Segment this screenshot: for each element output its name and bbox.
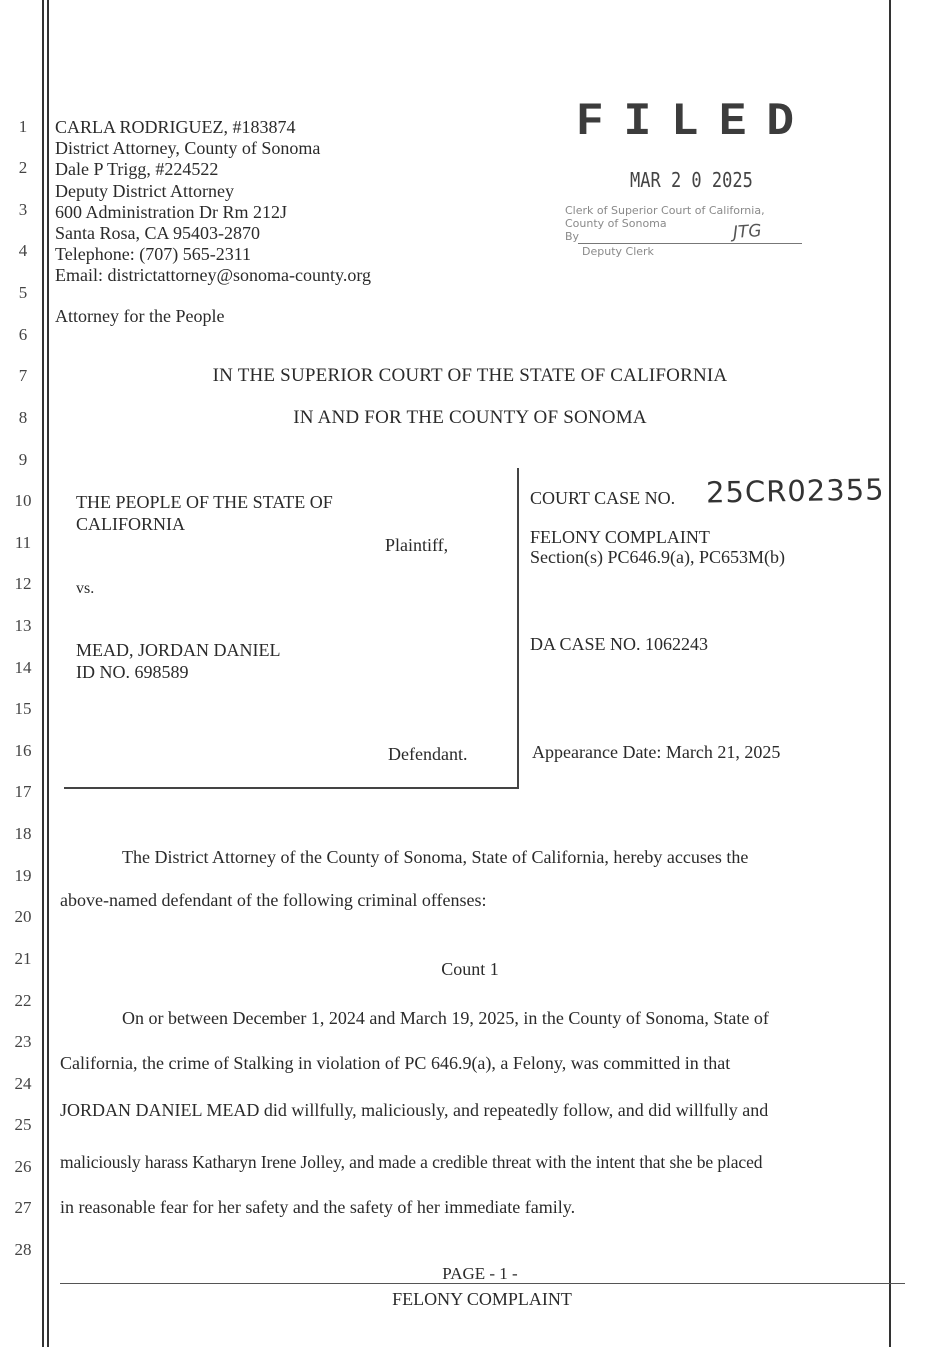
attorney-line: District Attorney, County of Sonoma xyxy=(55,138,321,159)
line-number: 14 xyxy=(14,658,32,677)
line-number: 13 xyxy=(14,616,32,635)
line-number: 25 xyxy=(14,1115,32,1134)
right-margin-rule xyxy=(889,0,891,1347)
filed-stamp-initials: JTG xyxy=(732,221,763,243)
line-number: 27 xyxy=(14,1198,32,1217)
line-number: 26 xyxy=(14,1157,32,1176)
defendant-name: MEAD, JORDAN DANIEL xyxy=(76,640,281,660)
line-number: 5 xyxy=(18,283,28,302)
attorney-line: Telephone: (707) 565-2311 xyxy=(55,244,252,265)
attorney-line: Santa Rosa, CA 95403-2870 xyxy=(55,223,260,244)
attorney-line: 600 Administration Dr Rm 212J xyxy=(55,201,288,222)
plaintiff-line1: THE PEOPLE OF THE STATE OF xyxy=(76,492,333,512)
line-number: 17 xyxy=(14,782,32,801)
line-number: 28 xyxy=(14,1240,32,1259)
court-case-label: COURT CASE NO. xyxy=(530,488,676,508)
intro-line1: The District Attorney of the County of Sonoma, State of California, hereby accuses the xyxy=(122,847,749,867)
line-number: 11 xyxy=(14,533,32,552)
line-number: 6 xyxy=(18,325,28,344)
filed-stamp-clerk-line2: County of Sonoma xyxy=(565,217,667,230)
filed-stamp-date: MAR 2 0 2025 xyxy=(630,168,753,192)
line-number: 9 xyxy=(18,450,28,469)
court-heading-line2: IN AND FOR THE COUNTY OF SONOMA xyxy=(293,407,647,428)
line-number: 4 xyxy=(18,241,28,260)
count-line: California, the crime of Stalking in violation of PC 646.9(a), a Felony, was committed in that xyxy=(60,1053,731,1073)
filed-stamp-clerk-line1: Clerk of Superior Court of California, xyxy=(565,204,765,217)
caption-bottom-rule xyxy=(64,787,519,789)
count-line: maliciously harass Katharyn Irene Jolley, and made a credible threat with the intent that she be placed xyxy=(60,1152,763,1172)
da-case-number: DA CASE NO. 1062243 xyxy=(530,634,709,654)
line-number: 3 xyxy=(18,200,28,219)
plaintiff-line2: CALIFORNIA xyxy=(76,514,186,534)
line-number: 15 xyxy=(14,699,32,718)
count-line: JORDAN DANIEL MEAD did willfully, maliciously, and repeatedly follow, and did willfully and xyxy=(60,1100,769,1120)
defendant-id: ID NO. 698589 xyxy=(76,662,189,682)
complaint-title: FELONY COMPLAINT xyxy=(530,527,710,547)
intro-line2: above-named defendant of the following criminal offenses: xyxy=(60,890,487,910)
footer-title: FELONY COMPLAINT xyxy=(392,1289,572,1309)
code-sections: Section(s) PC646.9(a), PC653M(b) xyxy=(530,547,785,567)
attorney-line: CARLA RODRIGUEZ, #183874 xyxy=(55,117,296,137)
line-number: 21 xyxy=(14,949,32,968)
footer-page-number: PAGE - 1 - xyxy=(442,1264,518,1283)
line-number: 16 xyxy=(14,741,32,760)
versus: vs. xyxy=(76,580,95,597)
line-number: 22 xyxy=(14,991,32,1010)
line-number: 8 xyxy=(18,408,28,427)
attorney-for: Attorney for the People xyxy=(55,306,225,326)
filed-stamp-deputy: Deputy Clerk xyxy=(582,245,654,258)
appearance-date: Appearance Date: March 21, 2025 xyxy=(532,742,781,762)
left-margin-rule-outer xyxy=(42,0,44,1347)
line-number: 2 xyxy=(18,158,28,177)
caption-divider xyxy=(517,468,519,788)
filed-stamp-by: By xyxy=(565,230,580,243)
count-line: On or between December 1, 2024 and March 19, 2025, in the County of Sonoma, State of xyxy=(122,1008,769,1028)
line-number: 7 xyxy=(18,366,28,385)
line-number: 1 xyxy=(18,117,28,136)
count-heading: Count 1 xyxy=(441,959,499,979)
line-number: 12 xyxy=(14,574,32,593)
line-number: 19 xyxy=(14,866,32,885)
filed-stamp-signature-line xyxy=(578,243,802,244)
line-number: 23 xyxy=(14,1032,32,1051)
line-number: 18 xyxy=(14,824,32,843)
line-number: 20 xyxy=(14,907,32,926)
count-line: in reasonable fear for her safety and the safety of her immediate family. xyxy=(60,1197,576,1217)
attorney-line: Email: districtattorney@sonoma-county.org xyxy=(55,265,372,286)
left-margin-rule-inner xyxy=(47,0,49,1347)
attorney-line: Deputy District Attorney xyxy=(55,180,234,201)
court-heading-line1: IN THE SUPERIOR COURT OF THE STATE OF CALIFORNIA xyxy=(212,365,728,386)
attorney-line: Dale P Trigg, #224522 xyxy=(55,159,219,180)
footer-rule xyxy=(60,1283,905,1284)
filed-stamp-title: FILED xyxy=(576,96,815,148)
line-number: 10 xyxy=(14,491,32,510)
court-case-number: 25CR02355 xyxy=(705,472,885,510)
defendant-label: Defendant. xyxy=(388,744,468,764)
line-number: 24 xyxy=(14,1074,32,1093)
attorney-block xyxy=(55,117,371,287)
plaintiff-label: Plaintiff, xyxy=(385,535,449,555)
